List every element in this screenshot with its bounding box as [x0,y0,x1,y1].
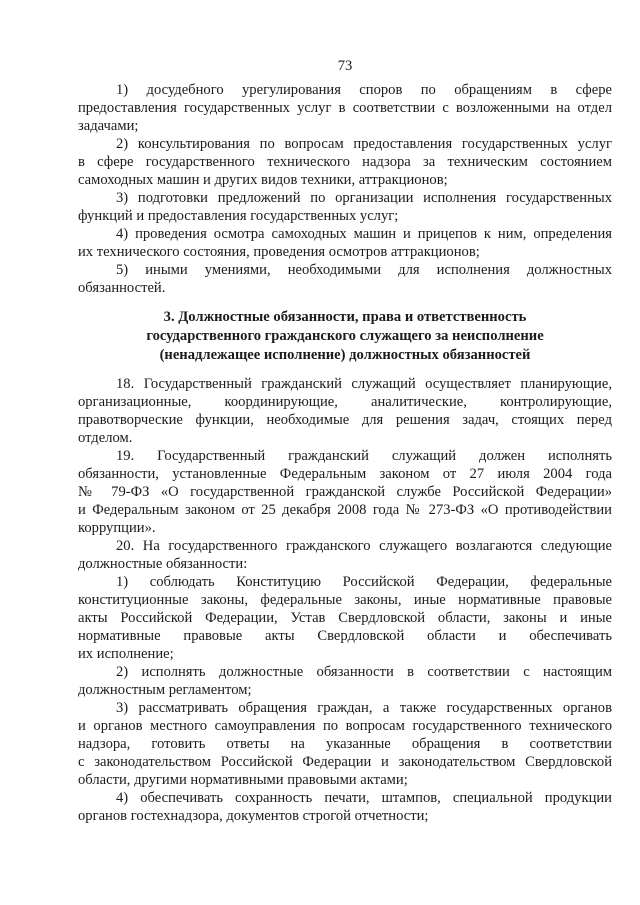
text-line: 3) подготовки предложений по организации исполнения государственных [116,190,612,206]
text-line: нормативные правовые акты Свердловской области и обеспечивать [78,628,612,644]
text-line: правотворческие функции, необходимые для решения задач, стоящих перед [78,412,612,428]
text-line: 18. Государственный гражданский служащий осуществляет планирующие, [116,376,612,392]
document-text-area [78,57,612,825]
text-line: 3) рассматривать обращения граждан, а также государственных органов [116,700,612,716]
text-blocks [78,81,612,825]
text-line: функций и предоставления государственных услуг; [78,208,399,224]
body-paragraph [78,261,612,297]
text-line: и Федеральным законом от 25 декабря 2008 года № 273-ФЗ «О противодействии [78,502,612,518]
body-paragraph [78,447,612,537]
body-paragraph [78,375,612,447]
text-line: в сфере государственного технического надзора за техническим состоянием [78,154,612,170]
text-line: конституционные законы, федеральные законы, иные нормативные правовые [78,592,612,608]
text-line: 2) консультирования по вопросам предоставления государственных услуг [116,136,612,152]
text-line: отделом. [78,430,133,446]
text-line: должностные обязанности: [78,556,248,572]
text-line: самоходных машин и других видов техники, аттракционов; [78,172,448,188]
text-line: с законодательством Российской Федерации и законодательством Свердловской [78,754,612,770]
body-paragraph [78,663,612,699]
body-paragraph [78,225,612,261]
body-paragraph [78,537,612,573]
page-number: 73 [337,58,353,74]
text-line: обязанностей. [78,280,166,296]
text-line: 1) досудебного урегулирования споров по обращениям в сфере [116,82,612,98]
body-paragraph [78,789,612,825]
text-line: 2) исполнять должностные обязанности в соответствии с настоящим [116,664,612,680]
text-line: предоставления государственных услуг в соответствии с возложенными на отдел [78,100,612,116]
text-line: 4) обеспечивать сохранность печати, штампов, специальной продукции [116,790,612,806]
text-line: области, другими нормативными правовыми актами; [78,772,408,788]
text-line: акты Российской Федерации, Устав Свердловской области, законы и иные [78,610,612,626]
text-line: их исполнение; [78,646,174,662]
heading-line: государственного гражданского служащего за неисполнение [146,328,544,344]
text-line: их технического состояния, проведения осмотров аттракционов; [78,244,480,260]
text-line: надзора, готовить ответы на указанные обращения в соответствии [78,736,612,752]
heading-line: (ненадлежащее исполнение) должностных обязанностей [159,347,531,363]
body-paragraph [78,699,612,789]
body-paragraph [78,189,612,225]
text-line: и органов местного самоуправления по вопросам государственного технического [78,718,612,734]
text-line: 19. Государственный гражданский служащий должен исполнять [116,448,612,464]
body-paragraph [78,573,612,663]
text-line: 4) проведения осмотра самоходных машин и прицепов к ним, определения [116,226,612,242]
text-line: обязанности, установленные Федеральным законом от 27 июля 2004 года [78,466,612,482]
text-line: должностным регламентом; [78,682,252,698]
text-line: органов гостехнадзора, документов строгой отчетности; [78,808,429,824]
text-line: организационные, координирующие, аналитические, контролирующие, [78,394,612,410]
text-line: 5) иными умениями, необходимыми для исполнения должностных [116,262,612,278]
body-paragraph [78,81,612,135]
text-line: № 79-ФЗ «О государственной гражданской службе Российской Федерации» [78,484,612,500]
section-heading [78,308,612,365]
body-paragraph [78,135,612,189]
text-line: 20. На государственного гражданского служащего возлагаются следующие [116,538,612,554]
text-line: коррупции». [78,520,156,536]
heading-line: 3. Должностные обязанности, права и ответственность [163,309,527,325]
text-line: задачами; [78,118,139,134]
text-line: 1) соблюдать Конституцию Российской Федерации, федеральные [116,574,612,590]
